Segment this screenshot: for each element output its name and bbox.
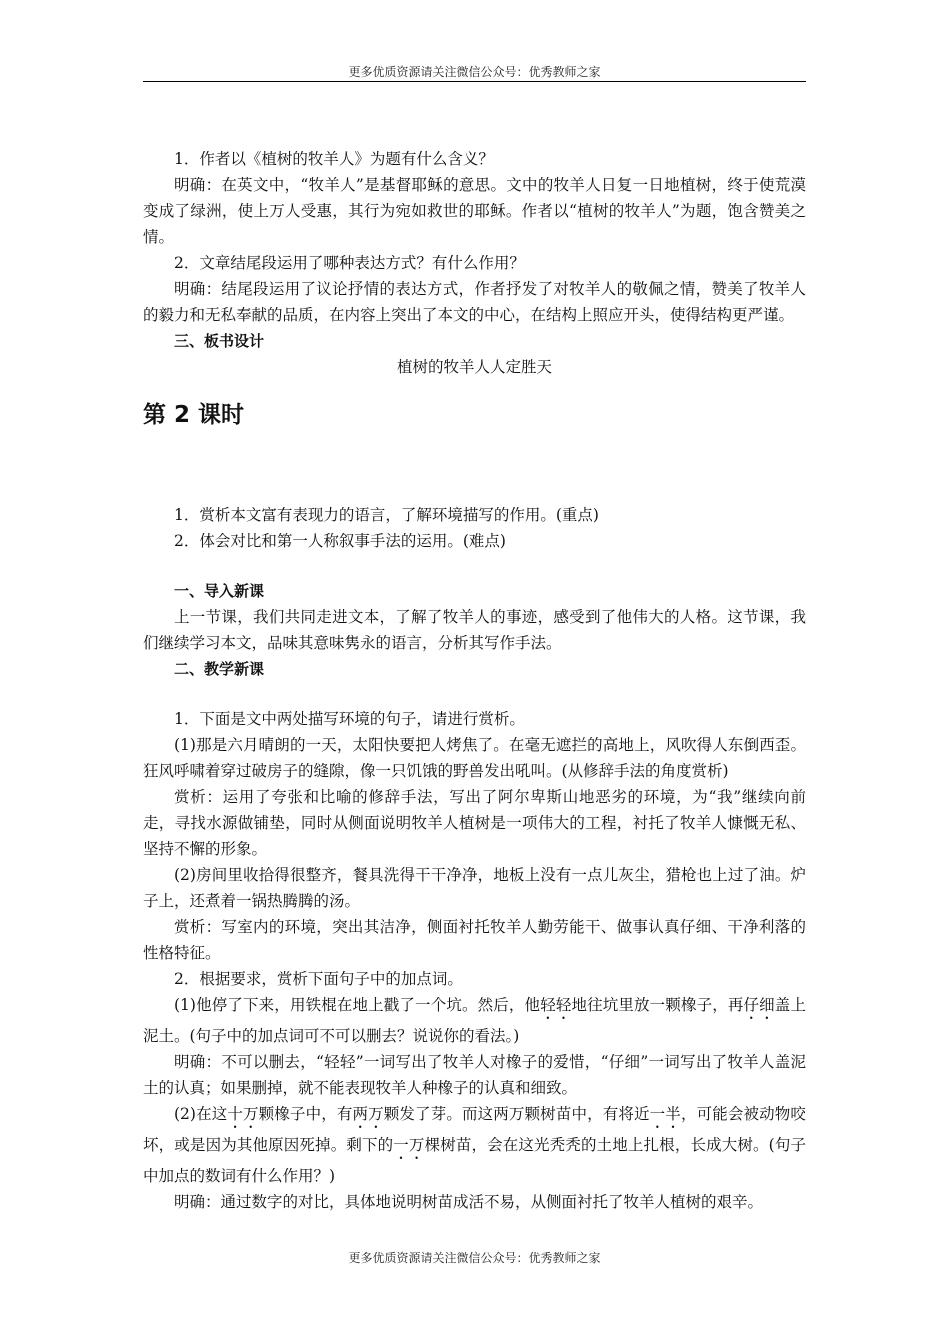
text-run: 棵树苗，会在这光秃秃的土地上扎根，长成大树。(句子中加点的数词有什么作用？) <box>143 1136 806 1185</box>
text-run: 地往坑里放一颗橡子，再 <box>571 996 744 1014</box>
task-2-sentence-2 <box>143 1101 806 1189</box>
lesson-2-title: 第 2 课时 <box>143 402 245 428</box>
intro-text: 上一节课，我们共同走进文本，了解了牧羊人的事迹，感受到了他伟大的人格。这节课，我们继续学习本文，品味其意味隽永的语言，分析其写作手法。 <box>143 608 806 652</box>
page-footer: 更多优质资源请关注微信公众号：优秀教师之家 <box>348 1251 601 1265</box>
task-1-analysis-1: 赏析：运用了夸张和比喻的修辞手法，写出了阿尔卑斯山地恶劣的环境，为“我”继续向前走，寻找水源做铺垫，同时从侧面说明牧羊人植树是一项伟大的工程，衬托了牧羊人慷慨无私、坚持不懈的形象。 <box>143 788 806 858</box>
text-run: 颗发了芽。而这两万颗树苗中，有将近 <box>383 1105 650 1123</box>
text-run: 盖上泥土。(句子中的加点词可不可以删去？说说你的看法。) <box>143 996 806 1045</box>
teaching-heading: 二、教学新课 <box>174 660 265 678</box>
page-header: 更多优质资源请关注微信公众号：优秀教师之家 <box>348 65 601 79</box>
task-2-answer-1: 明确：不可以删去，“轻轻”一词写出了牧羊人对橡子的爱惜，“仔细”一词写出了牧羊人盖泥土的认真；如果删掉，就不能表现牧羊人种橡子的认真和细致。 <box>143 1053 806 1097</box>
emphasized-word: 轻轻 <box>540 996 572 1014</box>
text-run: (2)在这 <box>174 1105 228 1123</box>
task-2: 2．根据要求，赏析下面句子中的加点词。 <box>174 970 463 988</box>
answer-2: 明确：结尾段运用了议论抒情的表达方式，作者抒发了对牧羊人的敬佩之情，赞美了牧羊人的毅力和无私奉献的品质，在内容上突出了本文的中心，在结构上照应开头，使得结构更严谨。 <box>143 280 806 324</box>
document-body <box>143 146 806 1215</box>
task-2-sentence-1 <box>143 992 806 1049</box>
task-2-answer-2: 明确：通过数字的对比，具体地说明树苗成活不易，从侧面衬托了牧羊人植树的艰辛。 <box>174 1193 764 1211</box>
task-1-sentence-2: (2)房间里收拾得很整齐，餐具洗得干干净净，地板上没有一点儿灰尘，猎枪也上过了油。炉子上，还煮着一锅热腾腾的汤。 <box>143 866 806 910</box>
goal-1: 1．赏析本文富有表现力的语言，了解环境描写的作用。(重点) <box>174 506 599 524</box>
emphasized-word: 两万 <box>352 1105 384 1123</box>
task-1-sentence-1: (1)那是六月晴朗的一天，太阳快要把人烤焦了。在毫无遮拦的高地上，风吹得人东倒西歪。狂风呼啸着穿过破房子的缝隙，像一只饥饿的野兽发出吼叫。(从修辞手法的角度赏析) <box>143 736 806 780</box>
emphasized-word: 十万 <box>227 1105 259 1123</box>
answer-1: 明确：在英文中，“牧羊人”是基督耶稣的意思。文中的牧羊人日复一日地植树，终于使荒漠变成了绿洲，使上万人受惠，其行为宛如救世的耶稣。作者以“植树的牧羊人”为题，饱含赞美之情。 <box>143 176 806 246</box>
board-design-content: 植树的牧羊人人定胜天 <box>396 358 552 376</box>
task-1-analysis-2: 赏析：写室内的环境，突出其洁净，侧面衬托牧羊人勤劳能干、做事认真仔细、干净利落的性格特征。 <box>143 918 806 962</box>
question-2: 2．文章结尾段运用了哪种表达方式？有什么作用？ <box>174 254 525 272</box>
intro-heading: 一、导入新课 <box>174 582 265 600</box>
question-1: 1．作者以《植树的牧羊人》为题有什么含义？ <box>174 150 494 168</box>
header-rule <box>143 81 806 82</box>
emphasized-word: 一万 <box>393 1136 425 1154</box>
text-run: (1)他停了下来，用铁棍在地上戳了一个坑。然后，他 <box>174 996 541 1014</box>
emphasized-word: 仔细 <box>743 996 775 1014</box>
text-run: ，可能会被动物咬坏，或是因为其他原因死掉。剩下的 <box>143 1105 806 1154</box>
emphasized-word: 一半 <box>649 1105 681 1123</box>
goal-2: 2．体会对比和第一人称叙事手法的运用。(难点) <box>174 532 506 550</box>
task-1: 1．下面是文中两处描写环境的句子，请进行赏析。 <box>174 710 525 728</box>
board-design-heading: 三、板书设计 <box>174 332 265 350</box>
text-run: 颗橡子中，有 <box>258 1105 353 1123</box>
